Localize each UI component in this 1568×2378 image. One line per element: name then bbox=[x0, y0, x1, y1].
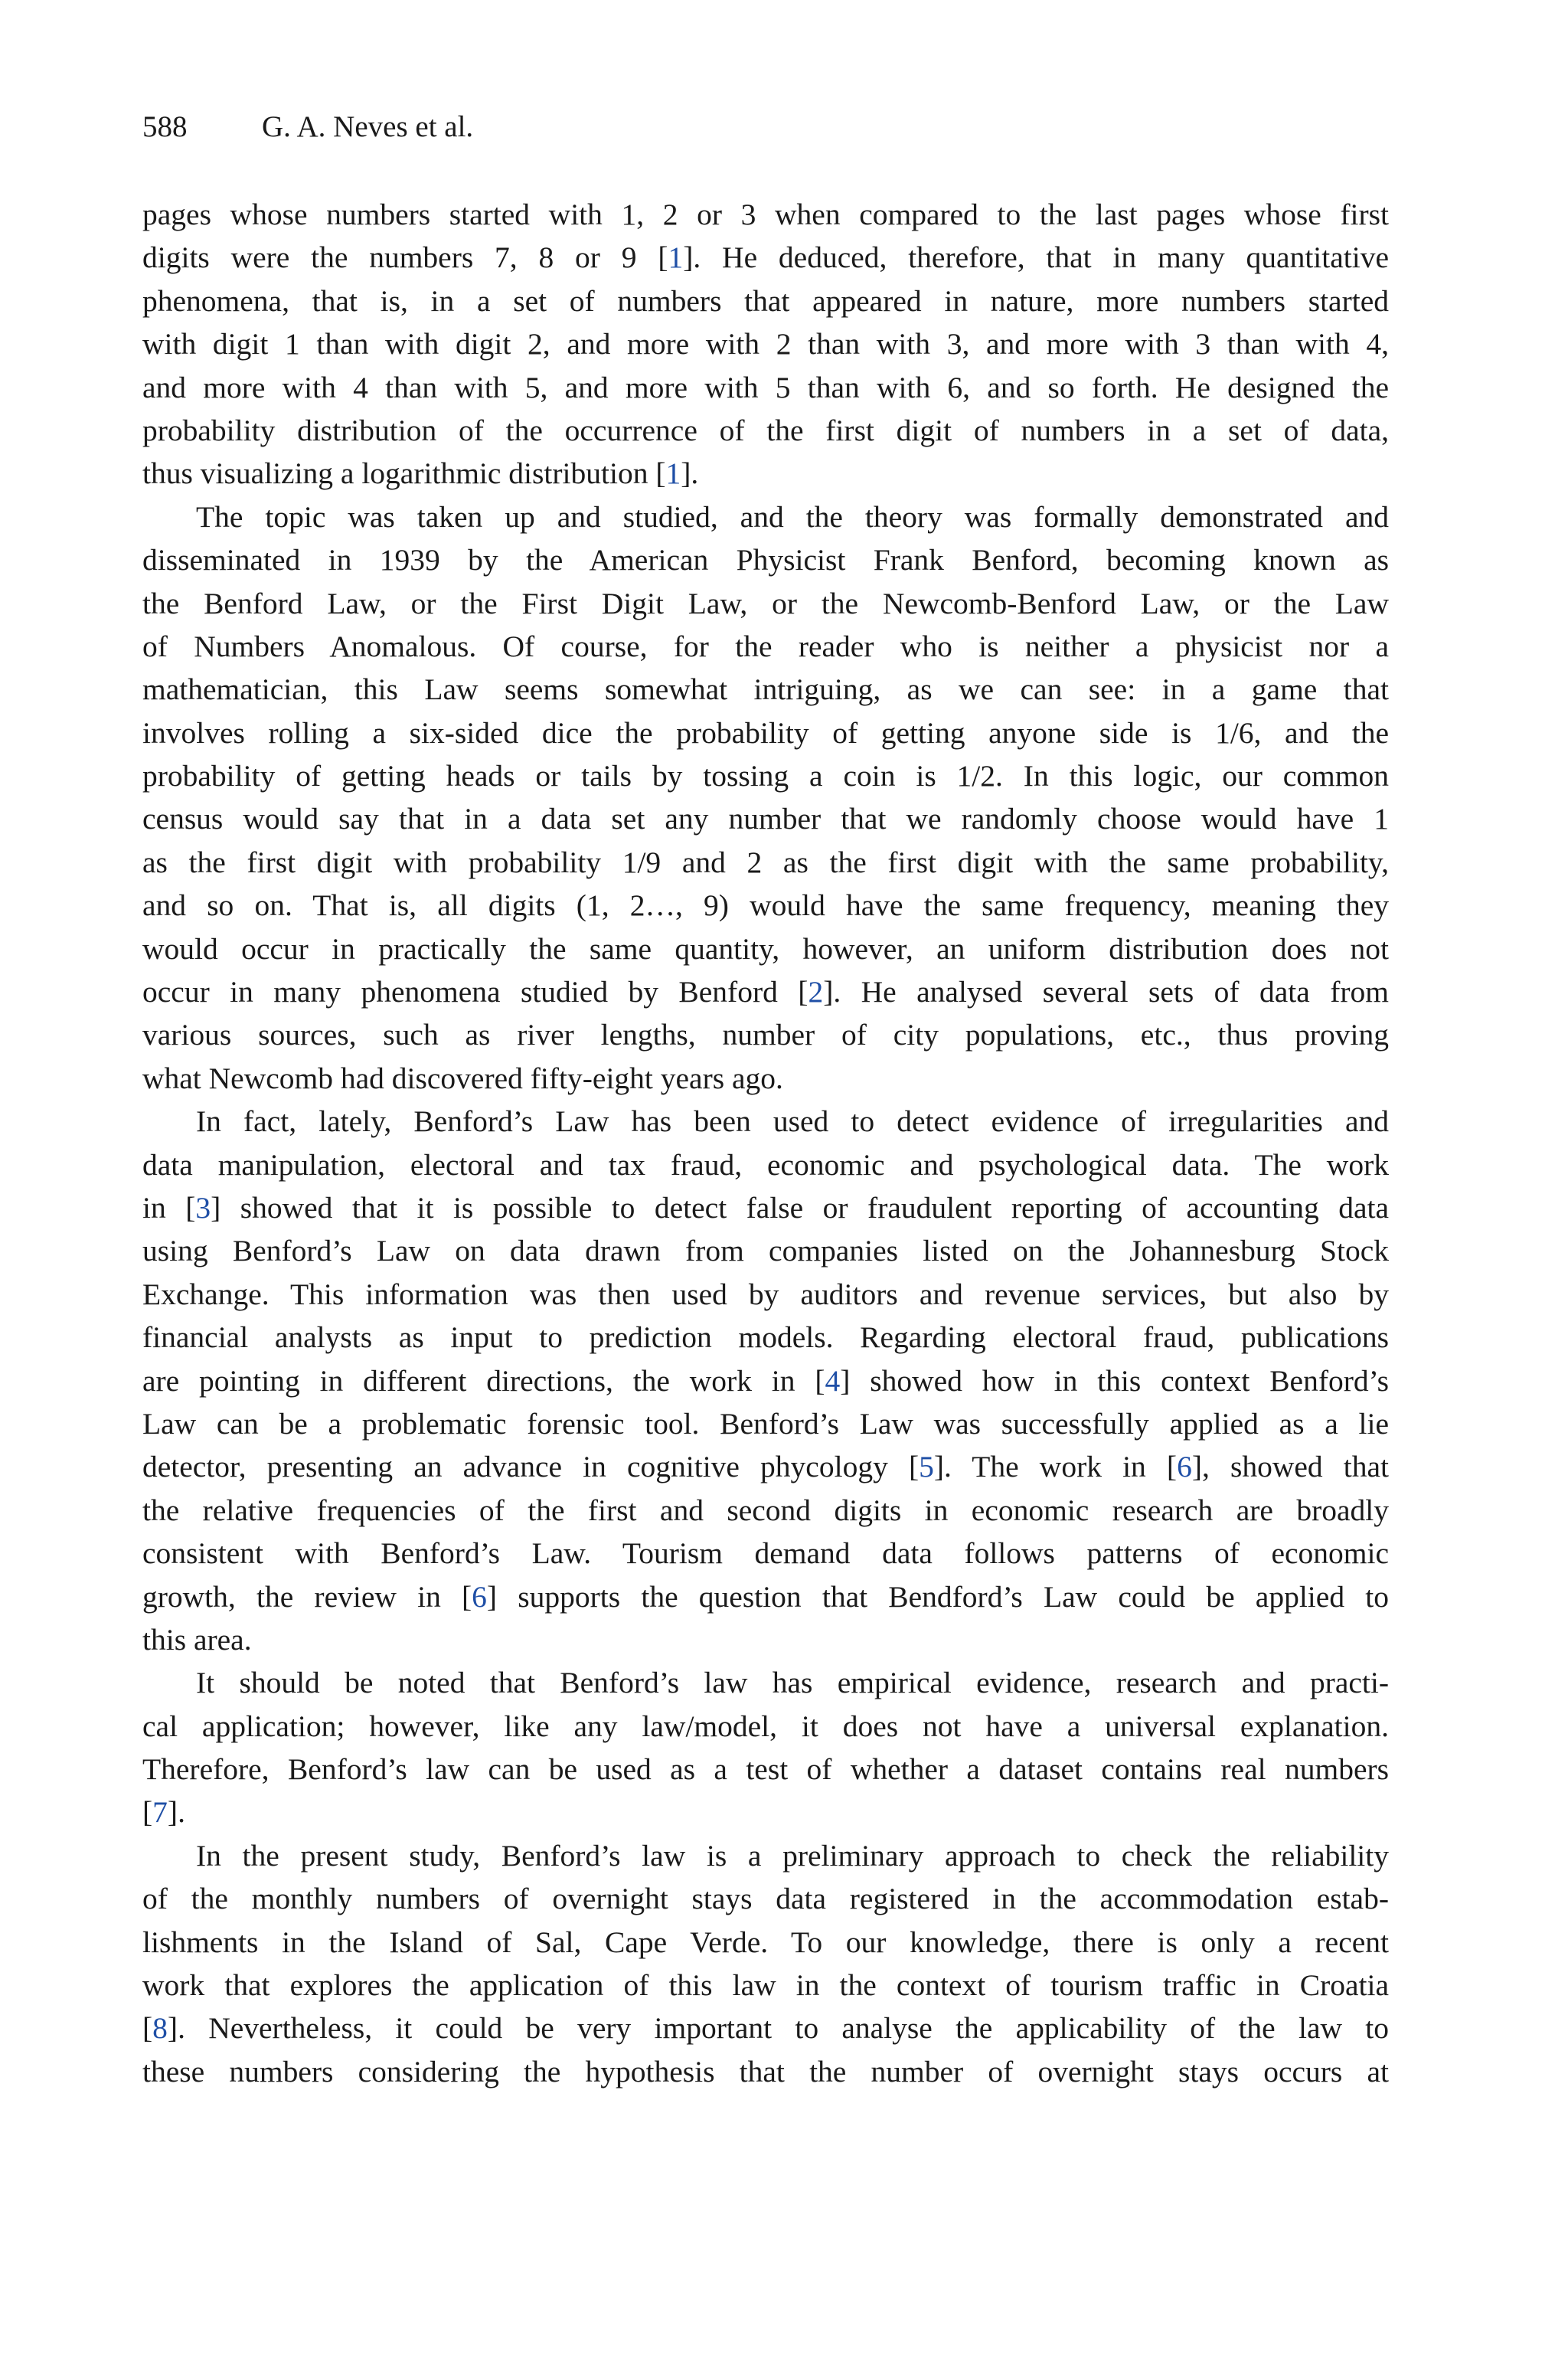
text-line: disseminated in 1939 by the American Physicist Frank Benford, becoming known as bbox=[142, 543, 1389, 577]
paragraph bbox=[142, 1661, 1389, 1834]
running-head bbox=[142, 106, 473, 149]
citation-link[interactable]: 2 bbox=[808, 975, 824, 1009]
text-line: detector, presenting an advance in cognitive phycology [5]. The work in [6], showed that bbox=[142, 1450, 1389, 1484]
text-line: cal application; however, like any law/model, it does not have a universal explanation. bbox=[142, 1709, 1389, 1743]
text-line: It should be noted that Benford’s law has empirical evidence, research and practi- bbox=[196, 1666, 1389, 1700]
text-line: Law can be a problematic forensic tool. Benford’s Law was successfully applied as a lie bbox=[142, 1406, 1389, 1441]
text-line: mathematician, this Law seems somewhat intriguing, as we can see: in a game that bbox=[142, 672, 1389, 707]
text-line: are pointing in different directions, the work in [4] showed how in this context Benford’s bbox=[142, 1363, 1389, 1398]
text-line: financial analysts as input to prediction models. Regarding electoral fraud, publications bbox=[142, 1320, 1389, 1355]
citation-link[interactable]: 6 bbox=[472, 1579, 487, 1614]
text-line: probability of getting heads or tails by tossing a coin is 1/2. In this logic, our common bbox=[142, 759, 1389, 793]
text-line: as the first digit with probability 1/9 and 2 as the first digit with the same probability, bbox=[142, 845, 1389, 879]
text-line: the Benford Law, or the First Digit Law, or the Newcomb-Benford Law, or the Law bbox=[142, 586, 1389, 620]
text-line: involves rolling a six-sided dice the probability of getting anyone side is 1/6, and the bbox=[142, 715, 1389, 750]
text-line: in [3] showed that it is possible to detect false or fraudulent reporting of accounting data bbox=[142, 1190, 1389, 1225]
text-line: of Numbers Anomalous. Of course, for the reader who is neither a physicist nor a bbox=[142, 629, 1389, 663]
text-line: the relative frequencies of the first and second digits in economic research are broadly bbox=[142, 1493, 1389, 1527]
text-line: of the monthly numbers of overnight stays data registered in the accommodation estab- bbox=[142, 1882, 1389, 1916]
text-line: with digit 1 than with digit 2, and more with 2 than with 3, and more with 3 than with 4, bbox=[142, 327, 1389, 361]
citation-link[interactable]: 4 bbox=[825, 1363, 841, 1398]
text-line: growth, the review in [6] supports the question that Bendford’s Law could be applied to bbox=[142, 1579, 1389, 1614]
text-line: Exchange. This information was then used by auditors and revenue services, but also by bbox=[142, 1277, 1389, 1311]
citation-link[interactable]: 3 bbox=[195, 1190, 211, 1225]
body-text bbox=[142, 193, 1389, 2093]
page-number: 588 bbox=[142, 110, 188, 143]
author-line: G. A. Neves et al. bbox=[262, 110, 474, 143]
citation-link[interactable]: 5 bbox=[919, 1450, 934, 1484]
text-line: [8]. Nevertheless, it could be very important to analyse the applicability of the law to bbox=[142, 2011, 1389, 2046]
text-line: lishments in the Island of Sal, Cape Verde. To our knowledge, there is only a recent bbox=[142, 1925, 1389, 1959]
citation-link[interactable]: 6 bbox=[1177, 1450, 1192, 1484]
text-line: Therefore, Benford’s law can be used as a test of whether a dataset contains real numbers bbox=[142, 1752, 1389, 1787]
text-line: this area. bbox=[142, 1622, 252, 1657]
text-line: occur in many phenomena studied by Benford [2]. He analysed several sets of data from bbox=[142, 975, 1389, 1009]
text-line: probability distribution of the occurrence of the first digit of numbers in a set of data, bbox=[142, 413, 1389, 447]
text-line: digits were the numbers 7, 8 or 9 [1]. He deduced, therefore, that in many quantitative bbox=[142, 240, 1390, 275]
text-line: census would say that in a data set any number that we randomly choose would have 1 bbox=[142, 802, 1389, 836]
text-line: and more with 4 than with 5, and more with 5 than with 6, and so forth. He designed the bbox=[142, 370, 1389, 404]
text-line: these numbers considering the hypothesis that the number of overnight stays occurs at bbox=[142, 2054, 1389, 2089]
text-line: [7]. bbox=[142, 1795, 185, 1830]
text-line: In fact, lately, Benford’s Law has been used to detect evidence of irregularities and bbox=[196, 1104, 1389, 1139]
text-line: In the present study, Benford’s law is a preliminary approach to check the reliability bbox=[196, 1838, 1389, 1873]
paragraph bbox=[142, 1834, 1389, 2093]
citation-link[interactable]: 1 bbox=[665, 456, 681, 491]
text-line: using Benford’s Law on data drawn from companies listed on the Johannesburg Stock bbox=[142, 1234, 1389, 1268]
text-line: phenomena, that is, in a set of numbers that appeared in nature, more numbers started bbox=[142, 283, 1389, 318]
citation-link[interactable]: 7 bbox=[152, 1795, 168, 1830]
text-line: pages whose numbers started with 1, 2 or 3 when compared to the last pages whose first bbox=[142, 198, 1389, 231]
text-line: data manipulation, electoral and tax fraud, economic and psychological data. The work bbox=[142, 1147, 1389, 1182]
paragraph bbox=[142, 193, 1389, 496]
citation-link[interactable]: 8 bbox=[152, 2011, 168, 2046]
citation-link[interactable]: 1 bbox=[668, 240, 684, 275]
text-line: would occur in practically the same quantity, however, an uniform distribution does not bbox=[142, 931, 1389, 966]
text-line: what Newcomb had discovered fifty-eight years ago. bbox=[142, 1061, 783, 1095]
text-line: consistent with Benford’s Law. Tourism demand data follows patterns of economic bbox=[142, 1536, 1389, 1571]
text-line: and so on. That is, all digits (1, 2…, 9) would have the same frequency, meaning they bbox=[142, 888, 1389, 923]
text-line: various sources, such as river lengths, number of city populations, etc., thus proving bbox=[142, 1018, 1389, 1052]
text-line: thus visualizing a logarithmic distribution [1]. bbox=[142, 456, 699, 491]
paragraph bbox=[142, 1100, 1389, 1661]
text-line: work that explores the application of this law in the context of tourism traffic in Croatia bbox=[142, 1968, 1389, 2003]
paragraph bbox=[142, 496, 1389, 1100]
text-line: The topic was taken up and studied, and the theory was formally demonstrated and bbox=[196, 499, 1389, 534]
